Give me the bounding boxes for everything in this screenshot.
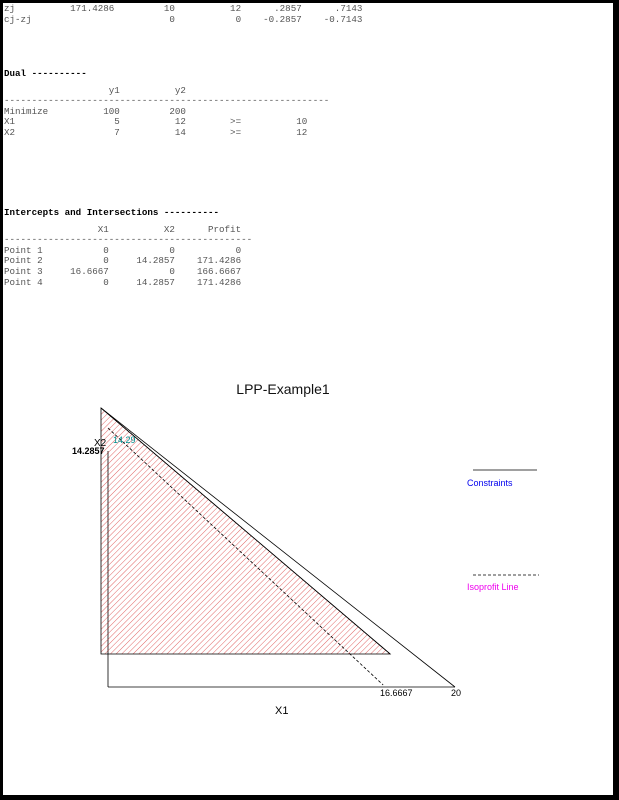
y-tick-label-14-2857: 14.2857 (72, 446, 105, 456)
x-axis-label: X1 (275, 705, 289, 717)
intercepts-row-point-1: Point 1 0 0 0 (4, 244, 242, 256)
dual-separator: ----------------------------------------------------------- (4, 95, 330, 107)
dual-row-x1: X1 5 12 >= 10 (4, 116, 308, 128)
intercepts-row-point-2: Point 2 0 14.2857 171.4286 (4, 255, 242, 267)
x-tick-label-20: 20 (451, 688, 462, 698)
chart-title: LPP-Example1 (236, 381, 330, 397)
dual-row-x2: X2 7 14 >= 12 (4, 126, 308, 138)
x-tick-label-16-6667: 16.6667 (380, 688, 413, 698)
cj-zj-row: cj-zj 0 0 -0.2857 -0.7143 (4, 13, 363, 25)
y-axis-label: X2 (94, 438, 107, 449)
intercepts-row-point-4: Point 4 0 14.2857 171.4286 (4, 276, 242, 288)
lpp-chart (3, 3, 613, 795)
report-page (3, 3, 613, 795)
dual-col-headers: y1 y2 (4, 84, 186, 96)
point-label-14-29: 14.29 (113, 435, 136, 445)
intercepts-row-point-3: Point 3 16.6667 0 166.6667 (4, 265, 242, 277)
intercepts-header: Intercepts and Intersections ---------- (4, 207, 220, 218)
dual-header: Dual ---------- (4, 68, 87, 79)
intercepts-separator: --------------------------------------------- (4, 234, 253, 246)
dual-row-minimize: Minimize 100 200 (4, 105, 186, 117)
intercepts-col-headers: X1 X2 Profit (4, 223, 242, 235)
legend-label-isoprofit: Isoprofit Line (467, 582, 519, 592)
legend-label-constraints: Constraints (467, 478, 513, 488)
zj-row: zj 171.4286 10 12 .2857 .7143 (4, 3, 363, 14)
